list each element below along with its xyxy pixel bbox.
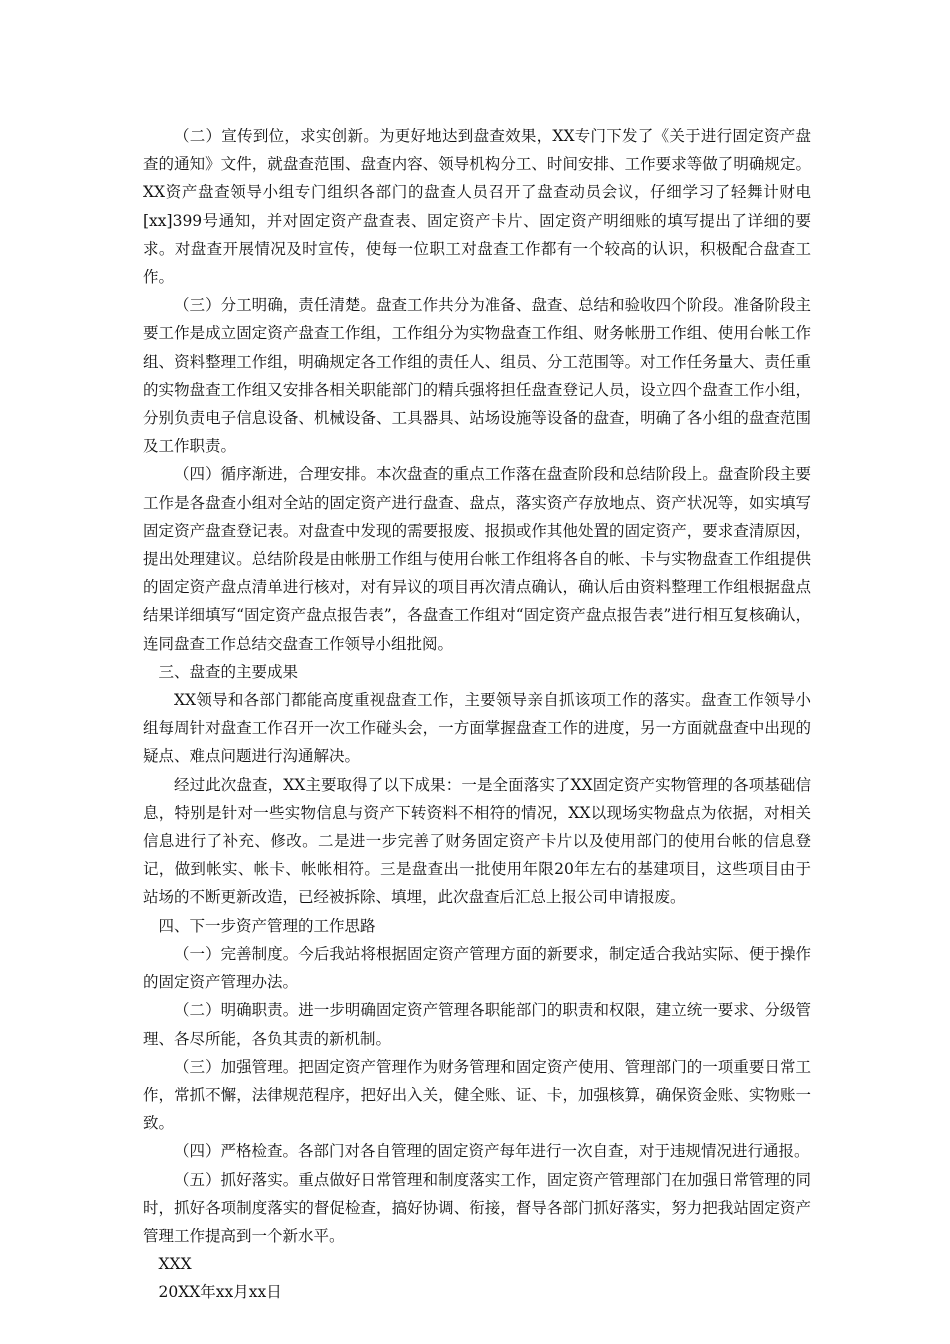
section-4-item-4: （四）严格检查。各部门对各自管理的固定资产每年进行一次自查，对于违规情况进行通报。 bbox=[174, 1142, 810, 1161]
section-3-paragraph-1: XX领导和各部门都能高度重视盘查工作，主要领导亲自抓该项工作的落实。盘查工作领导小组每周针对盘查工作召开一次工作碰头会，一方面掌握盘查工作的进度，另一方面就盘查中出现的疑点、难点问题进行沟通解决。 bbox=[143, 691, 811, 766]
section-3-paragraph-2: 经过此次盘查，XX主要取得了以下成果：一是全面落实了XX固定资产实物管理的各项基础信息，特别是针对一些实物信息与资产下转资料不相符的情况，XX以现场实物盘点为依据，对相关信息进行了补充、修改。二是进一步完善了财务固定资产卡片以及使用部门的使用台帐的信息登记，做到帐实、帐卡、帐帐相符。三是盘查出一批使用年限20年左右的基建项目，这些项目由于站场的不断更新改造，已经被拆除、填埋，此次盘查后汇总上报公司申请报废。 bbox=[143, 775, 811, 907]
paragraph-division-of-labor: （三）分工明确，责任清楚。盘查工作共分为准备、盘查、总结和验收四个阶段。准备阶段主要工作是成立固定资产盘查工作组，工作组分为实物盘查工作组、财务帐册工作组、使用台帐工作组、资料整理工作组，明确规定各工作组的责任人、组员、分工范围等。对工作任务量大、责任重的实物盘查工作组又安排各相关职能部门的精兵强将担任盘查登记人员，设立四个盘查工作小组，分别负责电子信息设备、机械设备、工具器具、站场设施等设备的盘查，明确了各小组的盘查范围及工作职责。 bbox=[143, 296, 811, 456]
paragraph-publicity: （二）宣传到位，求实创新。为更好地达到盘查效果，XX专门下发了《关于进行固定资产盘查的通知》文件，就盘查范围、盘查内容、领导机构分工、时间安排、工作要求等做了明确规定。XX资产盘查领导小组专门组织各部门的盘查人员召开了盘查动员会议，仔细学习了轻舞计财电[xx]399号通知，并对固定资产盘查表、固定资产卡片、固定资产明细账的填写提出了详细的要求。对盘查开展情况及时宣传，使每一位职工对盘查工作都有一个较高的认识，积极配合盘查工作。 bbox=[143, 127, 811, 287]
date: 20XX年xx月xx日 bbox=[158, 1283, 282, 1302]
section-3-heading: 三、盘查的主要成果 bbox=[158, 662, 299, 681]
document-body bbox=[143, 122, 811, 1307]
section-4-item-5: （五）抓好落实。重点做好日常管理和制度落实工作，固定资产管理部门在加强日常管理的同时，抓好各项制度落实的督促检查，搞好协调、衔接，督导各部门抓好落实，努力把我站固定资产管理工作提高到一个新水平。 bbox=[143, 1170, 811, 1245]
section-4-item-1: （一）完善制度。今后我站将根据固定资产管理方面的新要求，制定适合我站实际、便于操作的固定资产管理办法。 bbox=[143, 944, 811, 992]
signature: XXX bbox=[158, 1255, 192, 1274]
section-4-item-3: （三）加强管理。把固定资产管理作为财务管理和固定资产使用、管理部门的一项重要日常工作，常抓不懈，法律规范程序，把好出入关，健全账、证、卡，加强核算，确保资金账、实物账一致。 bbox=[143, 1057, 811, 1133]
section-4-item-2: （二）明确职责。进一步明确固定资产管理各职能部门的职责和权限，建立统一要求、分级管理、各尽所能，各负其责的新机制。 bbox=[143, 1001, 811, 1048]
paragraph-step-by-step: （四）循序渐进，合理安排。本次盘查的重点工作落在盘查阶段和总结阶段上。盘查阶段主要工作是各盘查小组对全站的固定资产进行盘查、盘点，落实资产存放地点、资产状况等，如实填写固定资产盘查登记表。对盘查中发现的需要报废、报损或作其他处置的固定资产，要求查清原因，提出处理建议。总结阶段是由帐册工作组与使用台帐工作组将各自的帐、卡与实物盘查工作组提供的固定资产盘点清单进行核对，对有异议的项目再次清点确认，确认后由资料整理工作组根据盘点结果详细填写“固定资产盘点报告表”，各盘查工作组对“固定资产盘点报告表”进行相互复核确认，连同盘查工作总结交盘查工作领导小组批阅。 bbox=[143, 465, 811, 653]
section-4-heading: 四、下一步资产管理的工作思路 bbox=[158, 916, 376, 935]
